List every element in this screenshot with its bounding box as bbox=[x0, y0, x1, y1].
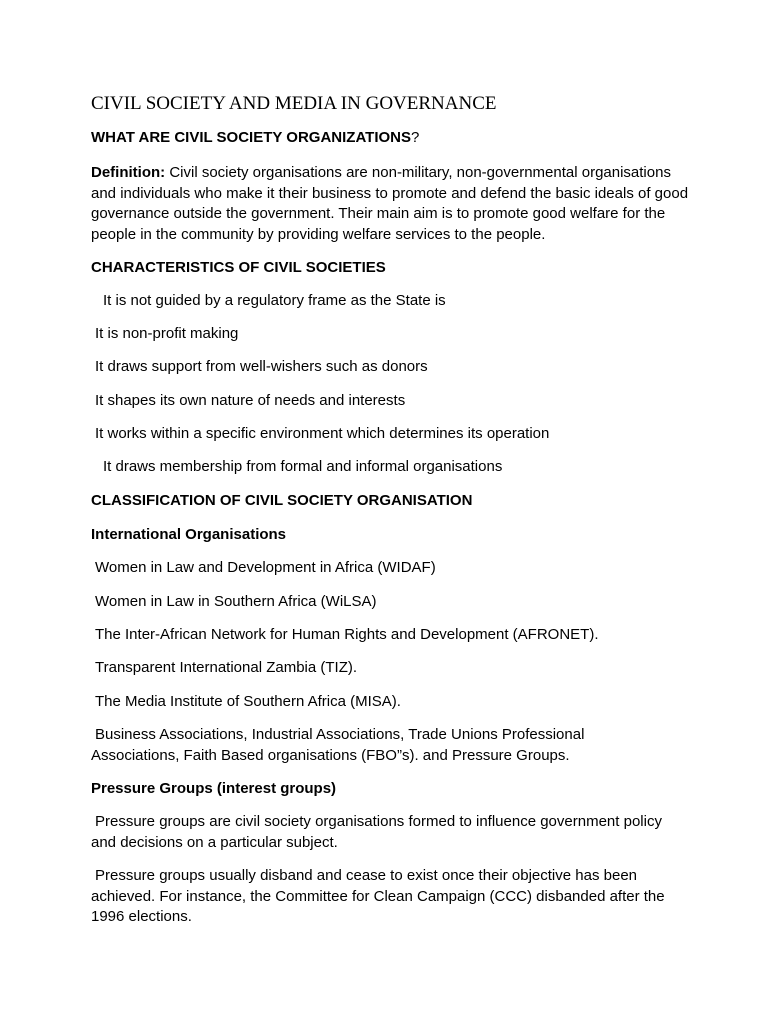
characteristics-heading: CHARACTERISTICS OF CIVIL SOCIETIES bbox=[91, 259, 386, 276]
organisation-item: Women in Law in Southern Africa (WiLSA) bbox=[95, 593, 377, 610]
organisation-item: The Media Institute of Southern Africa (MISA). bbox=[95, 693, 401, 710]
heading-text: WHAT ARE CIVIL SOCIETY ORGANIZATIONS bbox=[91, 129, 412, 146]
organisation-item: Transparent International Zambia (TIZ). bbox=[95, 659, 358, 676]
characteristic-item: It is non-profit making bbox=[95, 325, 239, 342]
pressure-groups-paragraph: Pressure groups are civil society organisations formed to influence government policy and decisions on a particular subject. bbox=[91, 813, 662, 851]
organisation-item: The Inter-African Network for Human Rights and Development (AFRONET). bbox=[95, 626, 599, 643]
characteristic-item: It shapes its own nature of needs and interests bbox=[95, 392, 406, 409]
international-organisations-subheading: International Organisations bbox=[91, 526, 287, 543]
heading-question-mark: ? bbox=[411, 129, 420, 146]
definition-label: Definition: bbox=[91, 164, 166, 181]
definition-text: Civil society organisations are non-military, non-governmental organisations and individuals who make it their business to promote and defend the basic ideals of good governance outside the government. Their main aim is to promote good welfare for the people in the community by providing welfare services to the people. bbox=[91, 164, 689, 243]
pressure-groups-heading: Pressure Groups (interest groups) bbox=[91, 780, 337, 797]
document-title: CIVIL SOCIETY AND MEDIA IN GOVERNANCE bbox=[91, 93, 497, 114]
pressure-groups-paragraph: Pressure groups usually disband and cease to exist once their objective has been achieved. For instance, the Committee for Clean Campaign (CCC) disbanded after the 1996 elections. bbox=[91, 867, 665, 925]
definition-paragraph bbox=[91, 163, 691, 245]
characteristic-item: It draws support from well-wishers such as donors bbox=[95, 358, 428, 375]
organisation-item: Business Associations, Industrial Associations, Trade Unions Professional Associations, Faith Based organisations (FBO”s). and Pressure Groups. bbox=[91, 726, 585, 764]
characteristic-item: It is not guided by a regulatory frame as the State is bbox=[103, 292, 446, 309]
characteristic-item: It works within a specific environment which determines its operation bbox=[95, 425, 550, 442]
characteristic-item: It draws membership from formal and informal organisations bbox=[103, 458, 503, 475]
classification-heading: CLASSIFICATION OF CIVIL SOCIETY ORGANISATION bbox=[91, 492, 473, 509]
section-heading-what-are-cso bbox=[91, 128, 691, 149]
organisation-item: Women in Law and Development in Africa (WIDAF) bbox=[95, 559, 436, 576]
